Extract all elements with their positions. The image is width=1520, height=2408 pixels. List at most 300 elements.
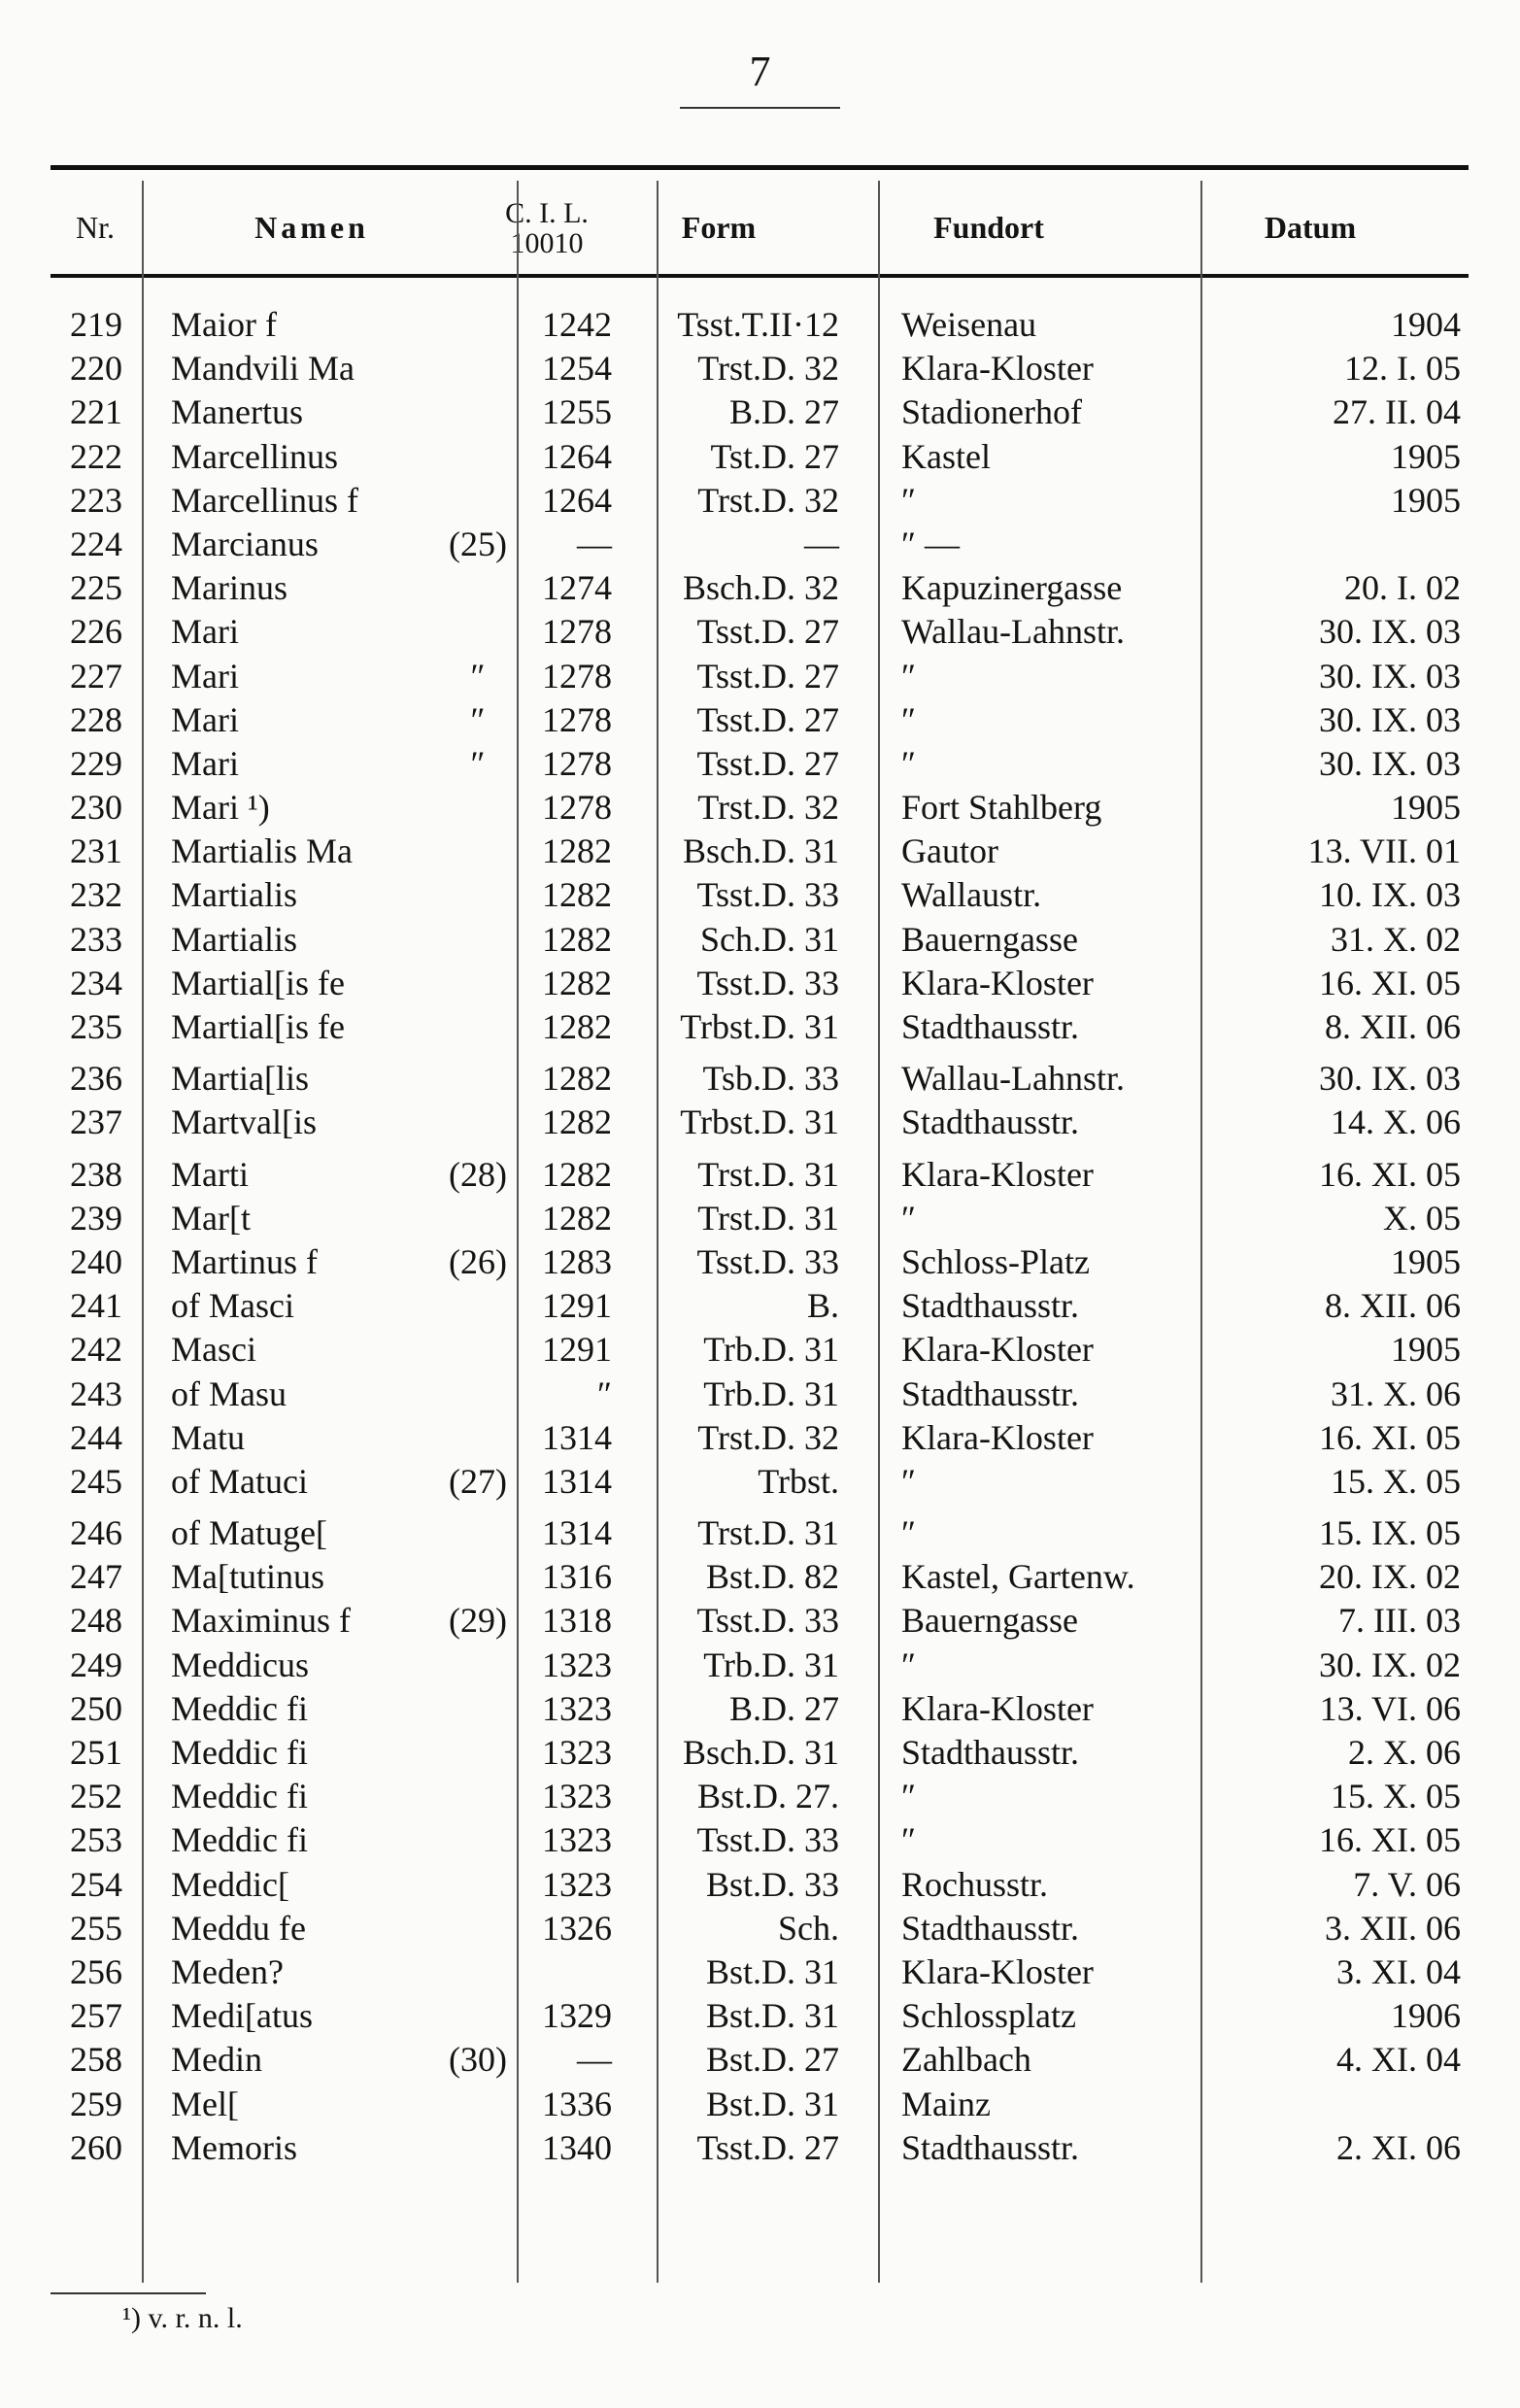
row-nr: 260 (70, 2127, 122, 2167)
row-form: Tsb.D. 33 (702, 1059, 839, 1099)
table-row (51, 1328, 1469, 1372)
row-note: (27) (449, 1461, 507, 1501)
row-datum: 30. IX. 03 (1319, 743, 1461, 783)
table-row (51, 1005, 1469, 1049)
row-name: Meddu fe (171, 1908, 306, 1948)
row-datum: 30. IX. 03 (1319, 656, 1461, 695)
row-cil: ″ (597, 1374, 612, 1413)
row-datum: 1905 (1391, 1241, 1461, 1281)
table-row (51, 566, 1469, 610)
header-cil (484, 185, 610, 272)
table-row (51, 347, 1469, 390)
row-datum: 16. XI. 05 (1319, 963, 1461, 1002)
table-row (51, 1057, 1469, 1101)
row-name: Medin (171, 2040, 262, 2080)
row-nr: 252 (70, 1777, 122, 1816)
row-cil: 1278 (542, 612, 612, 652)
row-cil: 1274 (542, 568, 612, 608)
row-cil: 1282 (542, 919, 612, 959)
row-form: Tsst.D. 27 (696, 743, 839, 783)
row-cil: 1278 (542, 656, 612, 695)
table-row (51, 435, 1469, 479)
row-name: Marcianus (171, 524, 319, 563)
row-name: Marti (171, 1154, 249, 1194)
row-cil: 1282 (542, 1198, 612, 1238)
row-form: Bst.D. 27 (705, 2040, 839, 2080)
table-row (51, 1101, 1469, 1144)
row-nr: 239 (70, 1198, 122, 1238)
row-name: of Masci (171, 1286, 294, 1326)
row-name: Mari ¹) (171, 788, 270, 828)
row-name: Meddic fi (171, 1777, 308, 1816)
row-form: Trst.D. 32 (697, 480, 839, 520)
table-row (51, 1284, 1469, 1328)
row-form: Trst.D. 31 (697, 1198, 839, 1238)
row-datum: 20. I. 02 (1344, 568, 1461, 608)
row-form: Tsst.D. 27 (696, 2127, 839, 2167)
row-cil: 1282 (542, 963, 612, 1002)
row-fundort: ″ (901, 743, 916, 783)
row-datum: 30. IX. 03 (1319, 699, 1461, 739)
table-row (51, 742, 1469, 786)
table-row (51, 962, 1469, 1005)
row-cil: 1282 (542, 1102, 612, 1142)
row-datum: 14. X. 06 (1331, 1102, 1461, 1142)
page-number: 7 (749, 48, 771, 95)
row-datum: 1906 (1391, 1996, 1461, 2036)
row-cil: 1282 (542, 1059, 612, 1099)
row-name: Martval[is (171, 1102, 317, 1142)
row-datum: 15. X. 05 (1331, 1461, 1461, 1501)
row-datum: 31. X. 02 (1331, 919, 1461, 959)
row-name: Mari (171, 743, 239, 783)
table-row (51, 610, 1469, 654)
row-datum: 27. II. 04 (1333, 392, 1461, 432)
row-datum: 1905 (1391, 788, 1461, 828)
row-form: Sch.D. 31 (700, 919, 839, 959)
header-nr: Nr. (76, 210, 115, 246)
row-fundort: Wallau-Lahnstr. (901, 612, 1126, 652)
row-cil: 1242 (542, 305, 612, 344)
table-header (51, 185, 1469, 272)
table-row (51, 1460, 1469, 1504)
row-nr: 254 (70, 1864, 122, 1904)
table-row (51, 390, 1469, 434)
row-cil: 1314 (542, 1461, 612, 1501)
header-fundort: Fundort (933, 210, 1044, 246)
row-cil: 1323 (542, 1864, 612, 1904)
row-name: Martial[is fe (171, 963, 345, 1002)
header-datum: Datum (1264, 210, 1357, 246)
row-fundort: Klara-Kloster (901, 349, 1094, 389)
row-form: Trst.D. 31 (697, 1513, 839, 1553)
row-fundort: Stadthausstr. (901, 1286, 1080, 1326)
row-nr: 236 (70, 1059, 122, 1099)
row-name: Marinus (171, 568, 287, 608)
row-name: Meddic fi (171, 1820, 308, 1860)
row-nr: 246 (70, 1513, 122, 1553)
row-datum: 8. XII. 06 (1325, 1007, 1461, 1046)
row-datum: 15. X. 05 (1331, 1777, 1461, 1816)
row-form: Tsst.D. 33 (696, 875, 839, 915)
row-form: Bst.D. 27. (696, 1777, 839, 1816)
row-fundort: Weisenau (901, 305, 1037, 344)
row-form: Trbst.D. 31 (680, 1102, 839, 1142)
row-fundort: ″ (901, 1645, 916, 1684)
table-row (51, 1863, 1469, 1907)
row-form: Trst.D. 31 (697, 1154, 839, 1194)
row-nr: 237 (70, 1102, 122, 1142)
row-fundort: Klara-Kloster (901, 1951, 1094, 1991)
row-form: Bsch.D. 31 (683, 1733, 839, 1772)
row-nr: 255 (70, 1908, 122, 1948)
row-name: Medi[atus (171, 1996, 313, 2036)
row-datum: 10. IX. 03 (1319, 875, 1461, 915)
table-row (51, 2126, 1469, 2170)
row-cil: 1326 (542, 1908, 612, 1948)
row-fundort: Schlossplatz (901, 1996, 1076, 2036)
row-fundort: Klara-Kloster (901, 1154, 1094, 1194)
row-datum: 7. V. 06 (1353, 1864, 1461, 1904)
row-form: Bst.D. 33 (705, 1864, 839, 1904)
row-fundort: Stadthausstr. (901, 2127, 1080, 2167)
row-nr: 249 (70, 1645, 122, 1684)
table-row (51, 873, 1469, 917)
row-datum: X. 05 (1383, 1198, 1461, 1238)
table-row (51, 1775, 1469, 1818)
row-nr: 234 (70, 963, 122, 1002)
table-row (51, 1511, 1469, 1555)
row-fundort: Klara-Kloster (901, 1330, 1094, 1370)
row-fundort: ″ (901, 699, 916, 739)
row-nr: 238 (70, 1154, 122, 1194)
row-cil: — (577, 524, 612, 563)
table-row (51, 1153, 1469, 1197)
row-cil: 1323 (542, 1645, 612, 1684)
row-name: of Masu (171, 1374, 287, 1413)
row-nr: 241 (70, 1286, 122, 1326)
row-datum: 3. XI. 04 (1336, 1951, 1461, 1991)
row-datum: 30. IX. 03 (1319, 612, 1461, 652)
row-note: (25) (449, 524, 507, 563)
table-row (51, 1907, 1469, 1950)
row-fundort: Bauerngasse (901, 1601, 1078, 1641)
row-cil: 1254 (542, 349, 612, 389)
row-datum: 16. XI. 05 (1319, 1417, 1461, 1457)
row-fundort: ″ (901, 1513, 916, 1553)
table-row (51, 1373, 1469, 1416)
row-note: (29) (449, 1601, 507, 1641)
row-form: Tst.D. 27 (710, 436, 839, 476)
row-datum: 1904 (1391, 305, 1461, 344)
row-form: Tsst.D. 27 (696, 612, 839, 652)
row-nr: 229 (70, 743, 122, 783)
row-name: Mel[ (171, 2084, 239, 2123)
row-fundort: Stadionerhof (901, 392, 1082, 432)
row-form: Bsch.D. 31 (683, 831, 839, 871)
row-nr: 253 (70, 1820, 122, 1860)
row-fundort: Stadthausstr. (901, 1908, 1080, 1948)
row-name: Martial[is fe (171, 1007, 345, 1046)
row-datum: 12. I. 05 (1344, 349, 1461, 389)
header-namen: Namen (254, 210, 369, 246)
row-note: (30) (449, 2040, 507, 2080)
table-row (51, 523, 1469, 566)
footnote: ¹) v. r. n. l. (122, 2302, 243, 2334)
row-nr: 251 (70, 1733, 122, 1772)
row-nr: 258 (70, 2040, 122, 2080)
row-form: B.D. 27 (728, 1688, 839, 1728)
row-cil: 1291 (542, 1330, 612, 1370)
row-nr: 248 (70, 1601, 122, 1641)
row-nr: 235 (70, 1007, 122, 1046)
row-cil: 1323 (542, 1820, 612, 1860)
row-note: ″ (470, 743, 486, 783)
row-form: Bst.D. 31 (705, 1951, 839, 1991)
table-row (51, 1687, 1469, 1731)
row-datum: 16. XI. 05 (1319, 1820, 1461, 1860)
row-name: Masci (171, 1330, 256, 1370)
row-datum: 31. X. 06 (1331, 1374, 1461, 1413)
row-form: Trb.D. 31 (703, 1330, 839, 1370)
row-cil: 1282 (542, 831, 612, 871)
row-cil: 1323 (542, 1777, 612, 1816)
table-row (51, 655, 1469, 698)
row-fundort: ″ (901, 480, 916, 520)
row-nr: 233 (70, 919, 122, 959)
table-header-rule (51, 274, 1469, 278)
row-form: Trbst.D. 31 (680, 1007, 839, 1046)
row-cil: 1340 (542, 2127, 612, 2167)
row-form: Tsst.D. 33 (696, 1820, 839, 1860)
table-row (51, 1240, 1469, 1284)
row-fundort: Stadthausstr. (901, 1007, 1080, 1046)
row-cil: 1282 (542, 1007, 612, 1046)
row-datum: 1905 (1391, 480, 1461, 520)
row-form: Bst.D. 82 (705, 1557, 839, 1597)
row-cil: 1314 (542, 1417, 612, 1457)
table-row (51, 2083, 1469, 2126)
row-nr: 240 (70, 1241, 122, 1281)
row-nr: 232 (70, 875, 122, 915)
table-row (51, 1818, 1469, 1862)
row-name: Marcellinus f (171, 480, 358, 520)
table-row (51, 698, 1469, 742)
row-cil: 1336 (542, 2084, 612, 2123)
row-cil: 1291 (542, 1286, 612, 1326)
table-row (51, 786, 1469, 830)
row-form: B. (806, 1286, 839, 1326)
row-datum: 8. XII. 06 (1325, 1286, 1461, 1326)
row-name: Matu (171, 1417, 245, 1457)
row-fundort: Mainz (901, 2084, 991, 2123)
header-cil-line2: 10010 (510, 227, 584, 259)
row-datum: 30. IX. 02 (1319, 1645, 1461, 1684)
row-datum: 7. III. 03 (1338, 1601, 1461, 1641)
row-cil: 1282 (542, 1154, 612, 1194)
header-form: Form (681, 210, 757, 246)
row-fundort: Klara-Kloster (901, 1688, 1094, 1728)
row-name: Mar[t (171, 1198, 251, 1238)
row-name: of Matuge[ (171, 1513, 327, 1553)
table-row (51, 1416, 1469, 1460)
row-name: Mari (171, 656, 239, 695)
row-nr: 257 (70, 1996, 122, 2036)
row-form: Sch. (778, 1908, 839, 1948)
row-fundort: ″ (901, 1777, 916, 1816)
row-cil: 1278 (542, 788, 612, 828)
row-cil: 1314 (542, 1513, 612, 1553)
row-name: Martialis (171, 875, 297, 915)
row-form: Trst.D. 32 (697, 1417, 839, 1457)
row-form: Trst.D. 32 (697, 349, 839, 389)
row-datum: 4. XI. 04 (1336, 2040, 1461, 2080)
row-form: B.D. 27 (728, 392, 839, 432)
row-cil: 1318 (542, 1601, 612, 1641)
row-name: Manertus (171, 392, 303, 432)
table-row (51, 1644, 1469, 1687)
row-fundort: Stadthausstr. (901, 1733, 1080, 1772)
row-cil: — (577, 2040, 612, 2080)
row-fundort: Klara-Kloster (901, 963, 1094, 1002)
row-fundort: Bauerngasse (901, 919, 1078, 959)
row-name: Memoris (171, 2127, 297, 2167)
row-nr: 228 (70, 699, 122, 739)
table-row (51, 1599, 1469, 1643)
row-datum: 15. IX. 05 (1319, 1513, 1461, 1553)
row-fundort: Stadthausstr. (901, 1102, 1080, 1142)
row-nr: 243 (70, 1374, 122, 1413)
row-form: Tsst.D. 33 (696, 1601, 839, 1641)
row-form: Trb.D. 31 (703, 1645, 839, 1684)
row-form: Bst.D. 31 (705, 2084, 839, 2123)
row-name: Martialis Ma (171, 831, 353, 871)
row-form: Tsst.T.II·12 (677, 305, 839, 344)
row-cil: 1323 (542, 1688, 612, 1728)
row-cil: 1283 (542, 1241, 612, 1281)
row-fundort: Kapuzinergasse (901, 568, 1123, 608)
row-nr: 225 (70, 568, 122, 608)
row-datum: 13. VII. 01 (1307, 831, 1461, 871)
row-fundort: Gautor (901, 831, 998, 871)
row-nr: 230 (70, 788, 122, 828)
row-cil: 1323 (542, 1733, 612, 1772)
row-fundort: ″ (901, 1820, 916, 1860)
row-name: Meden? (171, 1951, 284, 1991)
row-fundort: Zahlbach (901, 2040, 1031, 2080)
row-cil: 1329 (542, 1996, 612, 2036)
footnote-rule (51, 2292, 206, 2294)
row-datum: 20. IX. 02 (1319, 1557, 1461, 1597)
row-fundort: Kastel, Gartenw. (901, 1557, 1135, 1597)
row-form: Trst.D. 32 (697, 788, 839, 828)
row-form: Trb.D. 31 (703, 1374, 839, 1413)
table-row (51, 2038, 1469, 2082)
table-row (51, 1950, 1469, 1994)
row-name: Mandvili Ma (171, 349, 355, 389)
row-nr: 220 (70, 349, 122, 389)
row-nr: 223 (70, 480, 122, 520)
row-cil: 1316 (542, 1557, 612, 1597)
row-datum: 2. X. 06 (1348, 1733, 1461, 1772)
row-cil: 1278 (542, 743, 612, 783)
row-nr: 244 (70, 1417, 122, 1457)
row-note: ″ (470, 656, 486, 695)
row-name: Meddic fi (171, 1733, 308, 1772)
row-fundort: Wallaustr. (901, 875, 1042, 915)
row-note: (28) (449, 1154, 507, 1194)
row-nr: 259 (70, 2084, 122, 2123)
row-datum: 16. XI. 05 (1319, 1154, 1461, 1194)
table-row (51, 1731, 1469, 1775)
row-nr: 227 (70, 656, 122, 695)
row-fundort: Wallau-Lahnstr. (901, 1059, 1126, 1099)
row-datum: 30. IX. 03 (1319, 1059, 1461, 1099)
row-name: Maximinus f (171, 1601, 351, 1641)
row-name: Meddic fi (171, 1688, 308, 1728)
row-cil: 1264 (542, 480, 612, 520)
row-nr: 221 (70, 392, 122, 432)
table-row (51, 830, 1469, 873)
row-datum: 2. XI. 06 (1336, 2127, 1461, 2167)
row-name: Martinus f (171, 1241, 318, 1281)
row-nr: 245 (70, 1461, 122, 1501)
row-note: ″ (470, 699, 486, 739)
row-nr: 250 (70, 1688, 122, 1728)
row-nr: 231 (70, 831, 122, 871)
table-body (51, 303, 1469, 2170)
row-fundort: ″ (901, 656, 916, 695)
row-datum: 1905 (1391, 436, 1461, 476)
row-name: Meddicus (171, 1645, 309, 1684)
row-fundort: Kastel (901, 436, 991, 476)
table-row (51, 1555, 1469, 1599)
row-name: Mari (171, 612, 239, 652)
row-nr: 256 (70, 1951, 122, 1991)
row-name: Martia[lis (171, 1059, 309, 1099)
row-name: Marcellinus (171, 436, 338, 476)
row-name: Ma[tutinus (171, 1557, 324, 1597)
row-nr: 219 (70, 305, 122, 344)
row-form: Tsst.D. 33 (696, 963, 839, 1002)
row-form: Tsst.D. 27 (696, 656, 839, 695)
table-row (51, 303, 1469, 347)
row-name: of Matuci (171, 1461, 308, 1501)
row-cil: 1255 (542, 392, 612, 432)
row-nr: 226 (70, 612, 122, 652)
row-form: Tsst.D. 27 (696, 699, 839, 739)
row-fundort: ″ (901, 1198, 916, 1238)
row-nr: 247 (70, 1557, 122, 1597)
row-form: Trbst. (758, 1461, 839, 1501)
row-form: Bsch.D. 32 (683, 568, 839, 608)
header-cil-line1: C. I. L. (505, 196, 589, 229)
row-form: — (804, 524, 839, 563)
row-fundort: Klara-Kloster (901, 1417, 1094, 1457)
table-row (51, 1994, 1469, 2038)
row-fundort: Schloss-Platz (901, 1241, 1090, 1281)
row-fundort: ″ (901, 1461, 916, 1501)
page-number-rule (680, 107, 840, 109)
table-row (51, 918, 1469, 962)
row-datum: 1905 (1391, 1330, 1461, 1370)
row-cil: 1278 (542, 699, 612, 739)
row-fundort: ″ — (901, 524, 960, 563)
row-nr: 222 (70, 436, 122, 476)
row-form: Bst.D. 31 (705, 1996, 839, 2036)
row-note: (26) (449, 1241, 507, 1281)
row-fundort: Stadthausstr. (901, 1374, 1080, 1413)
